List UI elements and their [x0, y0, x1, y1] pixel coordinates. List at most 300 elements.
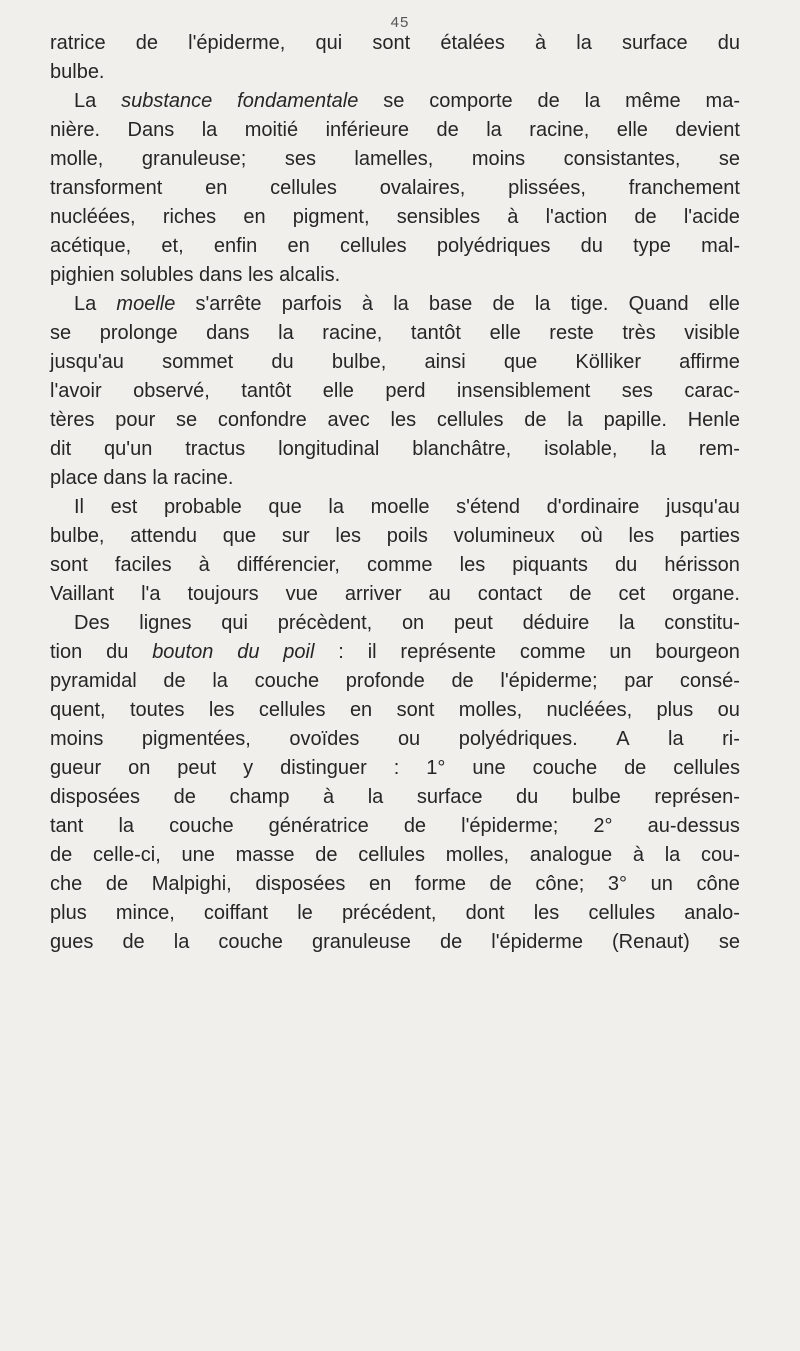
- word: consistantes,: [563, 148, 681, 170]
- word: tion: [50, 641, 83, 663]
- text-line: [50, 319, 740, 348]
- word: au: [428, 583, 451, 605]
- word: se: [50, 322, 72, 344]
- word: granuleuse;: [141, 148, 247, 170]
- word: transforment: [50, 177, 163, 199]
- word: du: [106, 641, 129, 663]
- word: insensiblement: [456, 380, 591, 402]
- word: elle: [489, 322, 521, 344]
- word: sur: [281, 525, 310, 547]
- word: le: [297, 902, 313, 924]
- word: blanchâtre,: [412, 438, 512, 460]
- word: à: [507, 206, 519, 228]
- word: les: [247, 264, 280, 286]
- word: déduire: [522, 612, 590, 634]
- word: cet: [618, 583, 646, 605]
- word: de: [451, 670, 474, 692]
- word: tères: [50, 409, 95, 431]
- word: piquants: [512, 554, 588, 576]
- text-line: [50, 116, 740, 145]
- word: en: [243, 206, 266, 228]
- word: du: [615, 554, 638, 576]
- text-line: [50, 29, 740, 58]
- italic-word: fondamentale: [237, 90, 359, 112]
- italic-word: poil: [283, 641, 315, 663]
- word: Des: [74, 612, 110, 634]
- word: couche: [169, 815, 234, 837]
- word: granuleuse: [311, 931, 411, 953]
- word: franchement: [628, 177, 740, 199]
- word: confondre: [217, 409, 307, 431]
- word: une: [181, 844, 215, 866]
- word: on: [401, 612, 425, 634]
- word: un: [609, 641, 632, 663]
- word: en: [368, 873, 392, 895]
- word: les: [628, 525, 655, 547]
- word: la: [152, 467, 174, 489]
- word: che: [50, 873, 83, 895]
- word: l'épiderme: [491, 931, 583, 953]
- word: de: [436, 119, 459, 141]
- word: plissées,: [508, 177, 586, 199]
- word: consé-: [679, 670, 740, 692]
- word: coiffant: [203, 902, 269, 924]
- word: polyédriques: [436, 235, 551, 257]
- word: couche: [218, 931, 283, 953]
- word: La: [74, 90, 97, 112]
- italic-word: bouton: [152, 641, 214, 663]
- word: toujours: [187, 583, 259, 605]
- word: prolonge: [99, 322, 178, 344]
- word: faciles: [114, 554, 172, 576]
- text-line: [50, 754, 740, 783]
- word: La: [74, 293, 97, 315]
- word: racine,: [529, 119, 590, 141]
- word: on: [128, 757, 151, 779]
- word: plus: [656, 699, 694, 721]
- word: moitié: [244, 119, 299, 141]
- word: mince,: [115, 902, 175, 924]
- word: carac-: [684, 380, 740, 402]
- word: polyédriques.: [458, 728, 578, 750]
- text-line: [50, 609, 740, 638]
- word: la: [668, 728, 684, 750]
- word: nucléées,: [50, 206, 136, 228]
- word: à: [534, 32, 547, 54]
- word: molle,: [50, 148, 104, 170]
- word: parties: [679, 525, 740, 547]
- word: représen-: [654, 786, 740, 808]
- word: de: [135, 32, 158, 54]
- word: ratrice: [50, 32, 106, 54]
- text-line: [50, 493, 740, 522]
- word: en: [287, 235, 310, 257]
- word: pour: [115, 409, 156, 431]
- word: solubles: [120, 264, 199, 286]
- word: perd: [385, 380, 426, 402]
- word: plus: [50, 902, 87, 924]
- word: celle-ci,: [92, 844, 161, 866]
- word: du: [580, 235, 603, 257]
- word: l'acide: [683, 206, 740, 228]
- word: étalées: [440, 32, 505, 54]
- word: A: [616, 728, 630, 750]
- word: génératrice: [268, 815, 369, 837]
- word: se: [175, 409, 198, 431]
- word: les: [390, 409, 417, 431]
- word: ma-: [705, 90, 740, 112]
- word: s'étend: [456, 496, 521, 518]
- word: cellules: [339, 235, 407, 257]
- word: tant: [50, 815, 84, 837]
- word: gues: [50, 931, 94, 953]
- word: même: [625, 90, 681, 112]
- word: longitudinal: [278, 438, 380, 460]
- word: est: [110, 496, 138, 518]
- word: acétique,: [50, 235, 132, 257]
- word: à: [198, 554, 210, 576]
- word: sensibles: [396, 206, 481, 228]
- word: de: [403, 815, 427, 837]
- word: ainsi: [424, 351, 466, 373]
- word: surface: [416, 786, 483, 808]
- word: distinguer: [280, 757, 367, 779]
- word: Malpighi,: [151, 873, 232, 895]
- word: hérisson: [664, 554, 740, 576]
- word: ses: [284, 148, 316, 170]
- word: ri-: [722, 728, 740, 750]
- word: la: [567, 409, 583, 431]
- word: parfois: [281, 293, 342, 315]
- word: sont: [50, 554, 88, 576]
- word: inférieure: [325, 119, 409, 141]
- text-line: [50, 290, 740, 319]
- word: lignes: [139, 612, 192, 634]
- word: s'arrête: [195, 293, 262, 315]
- word: riches: [162, 206, 217, 228]
- word: du: [717, 32, 740, 54]
- text-line: [50, 928, 740, 957]
- word: les: [459, 554, 486, 576]
- word: l'épiderme;: [500, 670, 598, 692]
- word: moins: [50, 728, 104, 750]
- word: tantôt: [410, 322, 461, 344]
- text-line: [50, 783, 740, 812]
- word: (Renaut): [612, 931, 690, 953]
- word: la: [367, 786, 384, 808]
- word: peut: [453, 612, 493, 634]
- text-line: [50, 348, 740, 377]
- word: 1°: [426, 757, 446, 779]
- word: nucléées,: [546, 699, 633, 721]
- word: ou: [717, 699, 740, 721]
- word: cône: [696, 873, 740, 895]
- word: Dans: [127, 119, 175, 141]
- word: cellules: [270, 177, 337, 199]
- word: par: [624, 670, 654, 692]
- word: l'a: [141, 583, 161, 605]
- word: Kölliker: [575, 351, 641, 373]
- text-line: [50, 841, 740, 870]
- word: moins: [471, 148, 526, 170]
- text-line: [50, 435, 740, 464]
- word: couche: [254, 670, 320, 692]
- word: 3°: [607, 873, 628, 895]
- word: alcalis.: [279, 264, 341, 286]
- word: cou-: [701, 844, 740, 866]
- word: comporte: [429, 90, 513, 112]
- text-line: [50, 551, 740, 580]
- word: bulbe: [571, 786, 621, 808]
- word: une: [472, 757, 506, 779]
- word: probable: [163, 496, 242, 518]
- word: analo-: [684, 902, 740, 924]
- word: bulbe.: [50, 61, 105, 83]
- word: de: [537, 90, 560, 112]
- text-line: [50, 725, 740, 754]
- word: de: [315, 844, 338, 866]
- word: volumineux: [453, 525, 555, 547]
- word: en: [349, 699, 373, 721]
- word: la: [212, 670, 228, 692]
- text-line: [50, 261, 740, 290]
- word: comme: [519, 641, 586, 663]
- word: de: [492, 293, 515, 315]
- word: type: [633, 235, 671, 257]
- page-number: 45: [390, 14, 410, 31]
- word: place: [50, 467, 104, 489]
- word: sont: [396, 699, 435, 721]
- word: ovalaires,: [379, 177, 466, 199]
- word: cellules: [436, 409, 504, 431]
- word: jusqu'au: [666, 496, 740, 518]
- word: molles,: [445, 844, 510, 866]
- word: où: [580, 525, 603, 547]
- italic-word: du: [237, 641, 260, 663]
- word: qui: [315, 32, 343, 54]
- word: sont: [372, 32, 411, 54]
- word: cellules: [258, 699, 326, 721]
- word: tantôt: [241, 380, 292, 402]
- word: bourgeon: [655, 641, 740, 663]
- word: se: [383, 90, 405, 112]
- word: pigment,: [292, 206, 370, 228]
- word: précèdent,: [277, 612, 373, 634]
- text-line: [50, 812, 740, 841]
- word: du: [516, 786, 539, 808]
- word: Henle: [687, 409, 740, 431]
- word: dans: [206, 322, 250, 344]
- word: se: [718, 148, 740, 170]
- word: de: [439, 931, 463, 953]
- word: il: [367, 641, 377, 663]
- word: moelle: [370, 496, 430, 518]
- word: représente: [400, 641, 497, 663]
- text-line: [50, 580, 740, 609]
- word: qu'un: [104, 438, 153, 460]
- word: nière.: [50, 119, 101, 141]
- word: enfin: [213, 235, 258, 257]
- word: à: [632, 844, 644, 866]
- word: pyramidal: [50, 670, 137, 692]
- word: à: [323, 786, 335, 808]
- word: Quand: [628, 293, 689, 315]
- word: disposées: [50, 786, 141, 808]
- word: de: [122, 931, 145, 953]
- word: racine.: [173, 467, 234, 489]
- word: peut: [177, 757, 217, 779]
- word: jusqu'au: [50, 351, 124, 373]
- word: dans: [103, 467, 153, 489]
- word: molles,: [458, 699, 523, 721]
- text-line: [50, 667, 740, 696]
- text-line: [50, 522, 740, 551]
- italic-word: substance: [121, 90, 213, 112]
- word: la: [278, 322, 294, 344]
- word: devient: [675, 119, 740, 141]
- text-line: [50, 58, 740, 87]
- word: ses: [621, 380, 653, 402]
- word: la: [328, 496, 344, 518]
- word: couche: [532, 757, 598, 779]
- word: de: [50, 844, 73, 866]
- text-line: [50, 464, 740, 493]
- word: la: [664, 844, 681, 866]
- word: comme: [366, 554, 433, 576]
- word: dans: [199, 264, 248, 286]
- word: l'épiderme,: [188, 32, 286, 54]
- text-line: [50, 377, 740, 406]
- word: cellules: [358, 844, 425, 866]
- word: dont: [465, 902, 505, 924]
- word: toutes: [130, 699, 185, 721]
- word: mal-: [701, 235, 740, 257]
- word: attendu: [130, 525, 197, 547]
- word: 2°: [593, 815, 613, 837]
- word: dit: [50, 438, 72, 460]
- word: la: [201, 119, 218, 141]
- word: Vaillant: [50, 583, 115, 605]
- word: papille.: [603, 409, 667, 431]
- word: très: [622, 322, 656, 344]
- word: disposées: [255, 873, 346, 895]
- word: l'action: [545, 206, 608, 228]
- word: elle: [616, 119, 648, 141]
- word: poils: [386, 525, 428, 547]
- word: analogue: [529, 844, 613, 866]
- word: lamelles,: [354, 148, 434, 170]
- word: la: [534, 293, 551, 315]
- word: arriver: [344, 583, 402, 605]
- word: la: [173, 931, 190, 953]
- word: ou: [397, 728, 421, 750]
- word: elle: [708, 293, 740, 315]
- word: au-dessus: [647, 815, 740, 837]
- word: du: [271, 351, 294, 373]
- word: pighien: [50, 264, 121, 286]
- word: précédent,: [341, 902, 437, 924]
- word: constitu-: [664, 612, 740, 634]
- word: racine,: [322, 322, 383, 344]
- word: la: [650, 438, 666, 460]
- word: que: [503, 351, 538, 373]
- text-line: [50, 174, 740, 203]
- word: un: [650, 873, 673, 895]
- word: avec: [327, 409, 370, 431]
- word: de: [489, 873, 512, 895]
- word: organe.: [672, 583, 740, 605]
- word: gueur: [50, 757, 102, 779]
- word: la: [584, 90, 601, 112]
- word: que: [222, 525, 257, 547]
- word: la: [118, 815, 135, 837]
- word: de: [624, 757, 647, 779]
- word: vue: [285, 583, 318, 605]
- word: les: [208, 699, 235, 721]
- text-line: [50, 232, 740, 261]
- word: de: [634, 206, 657, 228]
- word: bulbe,: [50, 525, 105, 547]
- text-line: [50, 638, 740, 667]
- word: contact: [477, 583, 543, 605]
- word: se: [718, 931, 740, 953]
- text-line: [50, 203, 740, 232]
- word: les: [335, 525, 361, 547]
- word: à: [361, 293, 374, 315]
- word: différencier,: [236, 554, 340, 576]
- text-line: [50, 406, 740, 435]
- word: les: [533, 902, 560, 924]
- text-line: [50, 696, 740, 725]
- word: bulbe,: [331, 351, 387, 373]
- word: :: [338, 641, 344, 663]
- word: Il: [74, 496, 84, 518]
- text-line: [50, 87, 740, 116]
- word: de: [569, 583, 592, 605]
- word: d'ordinaire: [546, 496, 640, 518]
- word: isolable,: [544, 438, 618, 460]
- word: l'épiderme;: [461, 815, 559, 837]
- word: la: [486, 119, 502, 141]
- word: la: [619, 612, 635, 634]
- word: pigmentées,: [141, 728, 251, 750]
- word: champ: [229, 786, 290, 808]
- word: visible: [684, 322, 740, 344]
- word: cellules: [588, 902, 656, 924]
- word: sommet: [162, 351, 234, 373]
- word: ovoïdes: [289, 728, 360, 750]
- word: de: [173, 786, 196, 808]
- word: tractus: [185, 438, 246, 460]
- word: la: [393, 293, 409, 315]
- word: affirme: [679, 351, 740, 373]
- word: de: [105, 873, 129, 895]
- text-line: [50, 145, 740, 174]
- italic-word: moelle: [116, 293, 176, 315]
- word: cellules: [673, 757, 740, 779]
- word: que: [268, 496, 302, 518]
- word: de: [163, 670, 186, 692]
- word: tige.: [570, 293, 609, 315]
- word: en: [205, 177, 228, 199]
- word: observé,: [133, 380, 210, 402]
- word: la: [576, 32, 592, 54]
- word: l'avoir: [50, 380, 102, 402]
- word: qui: [221, 612, 248, 634]
- word: rem-: [698, 438, 740, 460]
- word: de: [524, 409, 547, 431]
- word: :: [393, 757, 400, 779]
